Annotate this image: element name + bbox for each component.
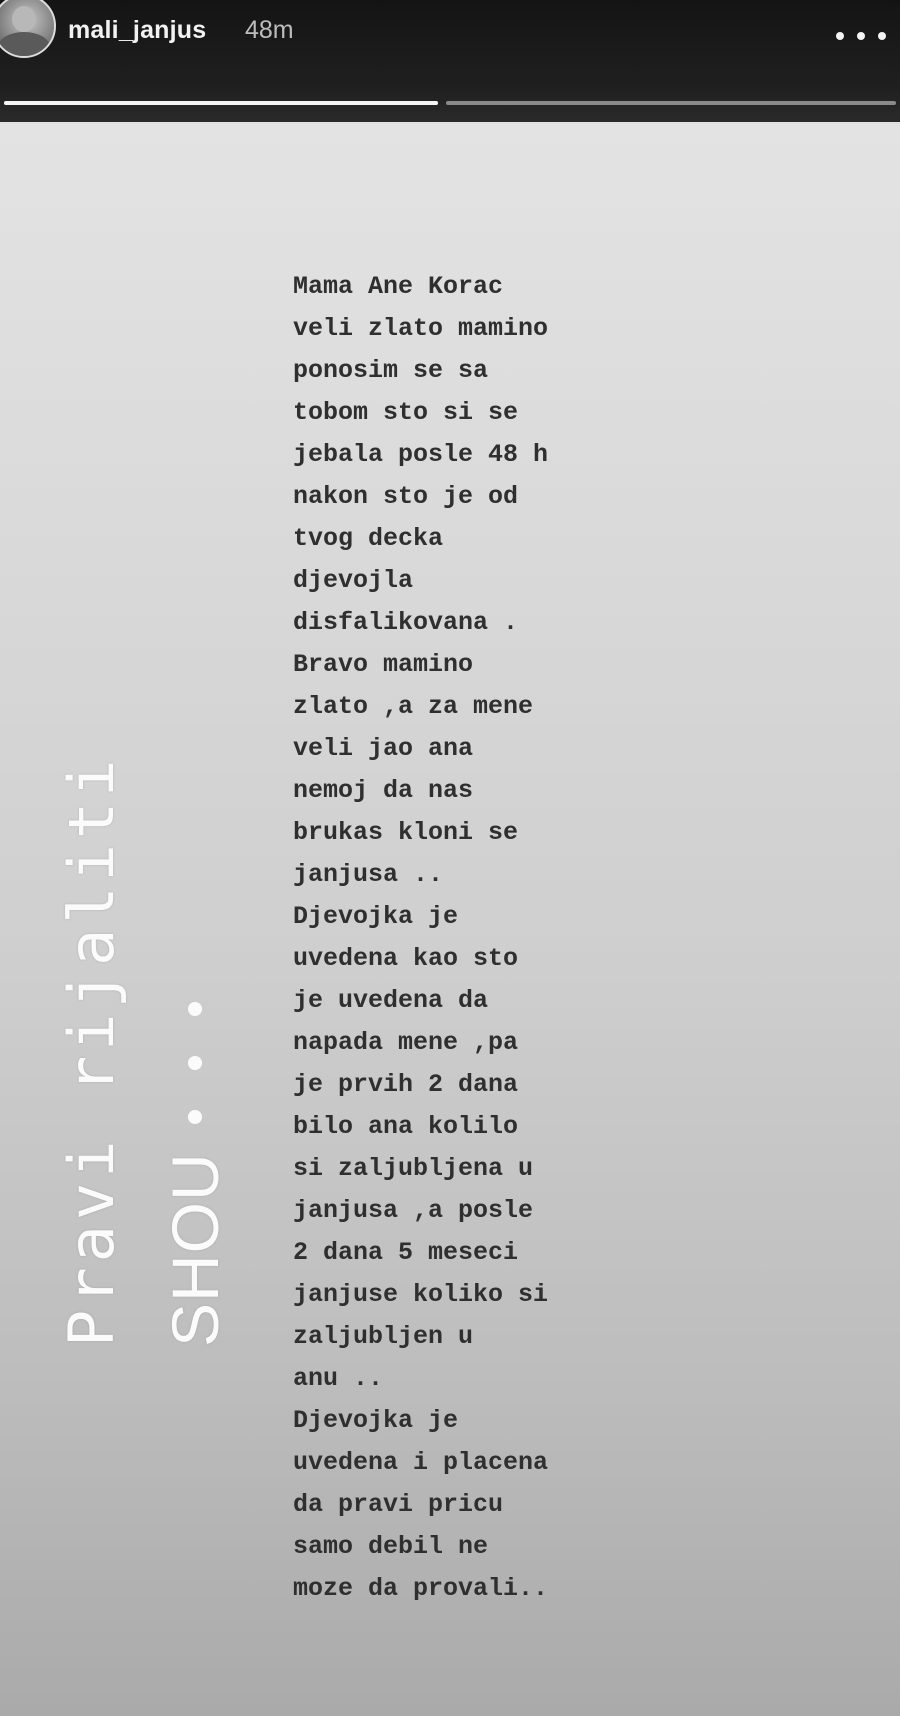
more-dot <box>878 32 886 40</box>
profile-avatar[interactable] <box>0 0 56 58</box>
note-line: janjusa ,a posle <box>293 1196 534 1225</box>
note-line: nakon sto je od <box>293 482 519 511</box>
progress-fill <box>4 101 438 105</box>
note-line: jebala posle 48 h <box>293 440 549 469</box>
note-line: je uvedena da <box>293 986 489 1015</box>
note-line: uvedena i placena <box>293 1448 549 1477</box>
story-username[interactable]: mali_janjus <box>68 16 207 44</box>
caption-line-2 <box>157 1002 233 1347</box>
note-line: si zaljubljena u <box>293 1154 534 1183</box>
note-line: ponosim se sa <box>293 356 489 385</box>
story-header <box>0 0 900 122</box>
note-line: Djevojka je <box>293 1406 459 1435</box>
note-line: janjuse koliko si <box>293 1280 549 1309</box>
story-time-ago: 48m <box>245 16 294 44</box>
note-line: moze da provali.. <box>293 1574 549 1603</box>
note-line: je prvih 2 dana <box>293 1070 519 1099</box>
note-line: bilo ana kolilo <box>293 1112 519 1141</box>
ellipsis-dots <box>188 1002 202 1124</box>
story-progress-segment-2 <box>446 101 896 105</box>
typewriter-note <box>293 266 693 1610</box>
caption-line-1: Pravi rijaliti <box>55 754 128 1347</box>
note-line: veli jao ana <box>293 734 474 763</box>
note-line: janjusa .. <box>293 860 444 889</box>
note-line: djevojla <box>293 566 414 595</box>
story-content <box>0 122 900 1716</box>
note-line: zaljubljen u <box>293 1322 474 1351</box>
more-dot <box>857 32 865 40</box>
note-line: nemoj da nas <box>293 776 474 805</box>
note-line: tobom sto si se <box>293 398 519 427</box>
note-line: samo debil ne <box>293 1532 489 1561</box>
avatar-shoulders <box>0 32 50 58</box>
note-line: tvog decka <box>293 524 444 553</box>
note-line: 2 dana 5 meseci <box>293 1238 519 1267</box>
note-line: disfalikovana . <box>293 608 519 637</box>
note-line: da pravi pricu <box>293 1490 504 1519</box>
overlay-caption <box>55 122 232 1716</box>
note-line: napada mene ,pa <box>293 1028 519 1057</box>
note-line: anu .. <box>293 1364 384 1393</box>
caption-line-2-text: SHOU <box>158 1152 232 1347</box>
avatar-face <box>12 6 36 32</box>
note-line: veli zlato mamino <box>293 314 549 343</box>
note-line: Mama Ane Korac <box>293 272 504 301</box>
more-horizontal-icon[interactable] <box>836 28 886 44</box>
note-line: uvedena kao sto <box>293 944 519 973</box>
note-line: Bravo mamino <box>293 650 474 679</box>
story-progress-segment-1 <box>4 101 438 105</box>
note-line: brukas kloni se <box>293 818 519 847</box>
note-line: Djevojka je <box>293 902 459 931</box>
note-line: zlato ,a za mene <box>293 692 534 721</box>
more-dot <box>836 32 844 40</box>
